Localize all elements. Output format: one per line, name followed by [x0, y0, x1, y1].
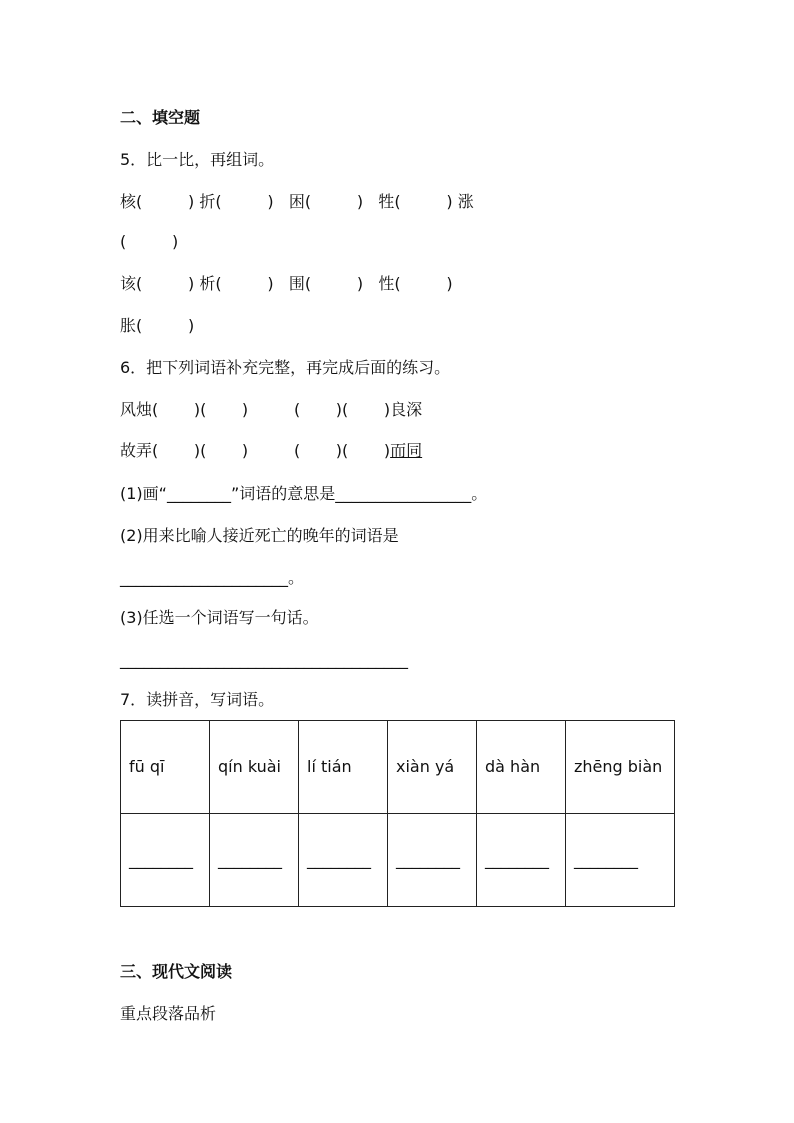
answer-blank-cell[interactable]: ________	[388, 814, 477, 907]
question-5-row-2-continued: 胀( )	[120, 316, 195, 335]
question-6-part-1: (1)画“________”词语的意思是_________________。	[120, 484, 488, 503]
pinyin-cell: xiàn yá	[388, 721, 477, 814]
question-6-part-2-answer-blank: _____________________。	[120, 568, 305, 587]
answer-blank-cell[interactable]: ________	[210, 814, 299, 907]
question-7-title: 7．读拼音，写词语。	[120, 690, 275, 709]
question-6-title: 6．把下列词语补充完整，再完成后面的练习。	[120, 358, 451, 377]
question-6-idiom-line-1: 风烛( )( ) ( )( )良深	[120, 400, 423, 419]
pinyin-cell: qín kuài	[210, 721, 299, 814]
pinyin-table	[120, 720, 675, 907]
section-heading-fill-in: 二、填空题	[120, 108, 201, 127]
question-5-title: 5．比一比，再组词。	[120, 150, 275, 169]
answer-blank-cell[interactable]: ________	[477, 814, 566, 907]
pinyin-row	[121, 721, 675, 814]
question-6-part-2: (2)用来比喻人接近死亡的晚年的词语是	[120, 526, 399, 545]
question-6-idiom-line-2	[120, 441, 422, 461]
question-6-part-3-answer-blank: ____________________________________	[120, 650, 408, 669]
question-5-row-2: 该( ) 析( ) 围( ) 性( )	[120, 274, 453, 293]
section-heading-modern-reading: 三、现代文阅读	[120, 962, 233, 981]
answer-blank-cell[interactable]: ________	[566, 814, 675, 907]
pinyin-cell: lí tián	[299, 721, 388, 814]
underlined-idiom-ending: 而同	[390, 441, 423, 460]
answer-blank-cell[interactable]: ________	[121, 814, 210, 907]
question-6-part-3: (3)任选一个词语写一句话。	[120, 608, 319, 627]
pinyin-cell: fū qī	[121, 721, 210, 814]
answer-row	[121, 814, 675, 907]
pinyin-cell: dà hàn	[477, 721, 566, 814]
section-3-subheading: 重点段落品析	[120, 1004, 217, 1023]
question-5-row-1: 核( ) 折( ) 困( ) 牲( ) 涨	[120, 192, 474, 211]
question-5-row-1-continued: ( )	[120, 232, 179, 251]
pinyin-cell: zhēng biàn	[566, 721, 675, 814]
idiom-line-2-text: 故弄( )( ) ( )( )	[120, 441, 391, 460]
answer-blank-cell[interactable]: ________	[299, 814, 388, 907]
